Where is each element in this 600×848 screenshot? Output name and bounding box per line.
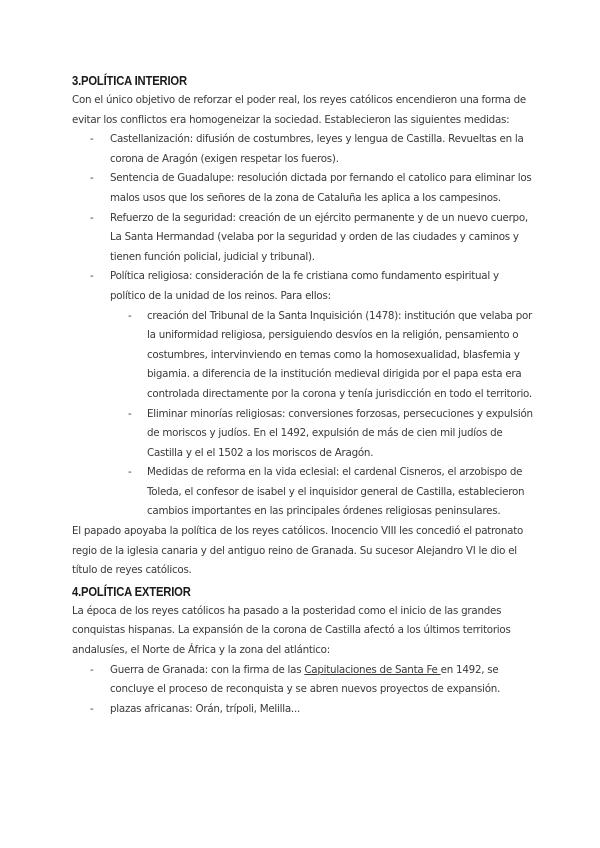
sublist-item: - Eliminar minorías religiosas: conversiones forzosas, persecuciones y expulsión de moriscos y judíos. En el 1492, expulsión de más de cien mil judíos de Castilla y el el 1502 a los moriscos de Aragón. [110, 405, 534, 464]
list-item-text: Guerra de Granada: con la firma de las [110, 663, 305, 676]
section-intro-paragraph: La época de los reyes católicos ha pasado a la posteridad como el inicio de las grandes conquistas hispanas. La expansión de la corona de Castilla afectó a los últimos territorios andalusíes, el Norte de África y la zona del atlántico: [72, 604, 511, 657]
list-item: - Refuerzo de la seguridad: creación de un ejército permanente y de un nuevo cuerpo, La Santa Hermandad (velaba por la seguridad y orden de las ciudades y caminos y tienen función policial, judicial y tribunal). [72, 209, 534, 268]
section-heading-politica-interior: 3.POLÍTICA INTERIOR [72, 74, 187, 88]
measures-list [72, 130, 534, 522]
religious-policy-sublist [110, 307, 534, 523]
list-item: - Castellanización: difusión de costumbres, leyes y lengua de Castilla. Revueltas en la corona de Aragón (exigen respetar los fueros). [72, 130, 534, 169]
list-item: - Sentencia de Guadalupe: resolución dictada por fernando el catolico para eliminar los malos usos que los señores de la zona de Cataluña les aplica a los campesinos. [72, 169, 534, 208]
list-item-guerra-granada [72, 661, 534, 700]
sublist-item: - Medidas de reforma en la vida eclesial: el cardenal Cisneros, el arzobispo de Toleda, el confesor de isabel y el inquisidor general de Castilla, establecieron cambios importantes en las principales órdenes religiosas peninsulares. [110, 463, 534, 522]
capitulaciones-link-text: Capitulaciones de Santa Fe [304, 663, 441, 676]
document-page [72, 72, 534, 719]
sublist-item: - creación del Tribunal de la Santa Inquisición (1478): institución que velaba por la uniformidad religiosa, persiguiendo desvíos en la religión, pensamiento o costumbres, intervinviendo en temas como la homosexualidad, blasfemia y bigamia. a diferencia de la institución medieval dirigida por el papa esta era controlada directamente por la corona y tenía jurisdicción en todo el territorio. [110, 307, 534, 405]
list-item-text: en 1492, se concluye el proceso de reconquista y se abren nuevos proyectos de expansión. [110, 663, 501, 696]
expansion-list [72, 661, 534, 720]
section-intro-paragraph: Con el único objetivo de reforzar el poder real, los reyes católicos encendieron una forma de evitar los conflictos era homogeneizar la sociedad. Establecieron las siguientes medidas: [72, 94, 527, 126]
list-item-text: Política religiosa: consideración de la fe cristiana como fundamento espiritual y político de la unidad de los reinos. Para ellos: [110, 270, 499, 302]
list-item-politica-religiosa [72, 267, 534, 522]
closing-paragraph: El papado apoyaba la política de los reyes católicos. Inocencio VIII les concedió el patronato regio de la iglesia canaria y del antiguo reino de Granada. Su sucesor Alejandro VI le dio el título de reyes católicos. [72, 525, 524, 577]
list-item: - plazas africanas: Orán, trípoli, Melilla... [72, 700, 534, 720]
section-heading-politica-exterior: 4.POLÍTICA EXTERIOR [72, 584, 191, 599]
